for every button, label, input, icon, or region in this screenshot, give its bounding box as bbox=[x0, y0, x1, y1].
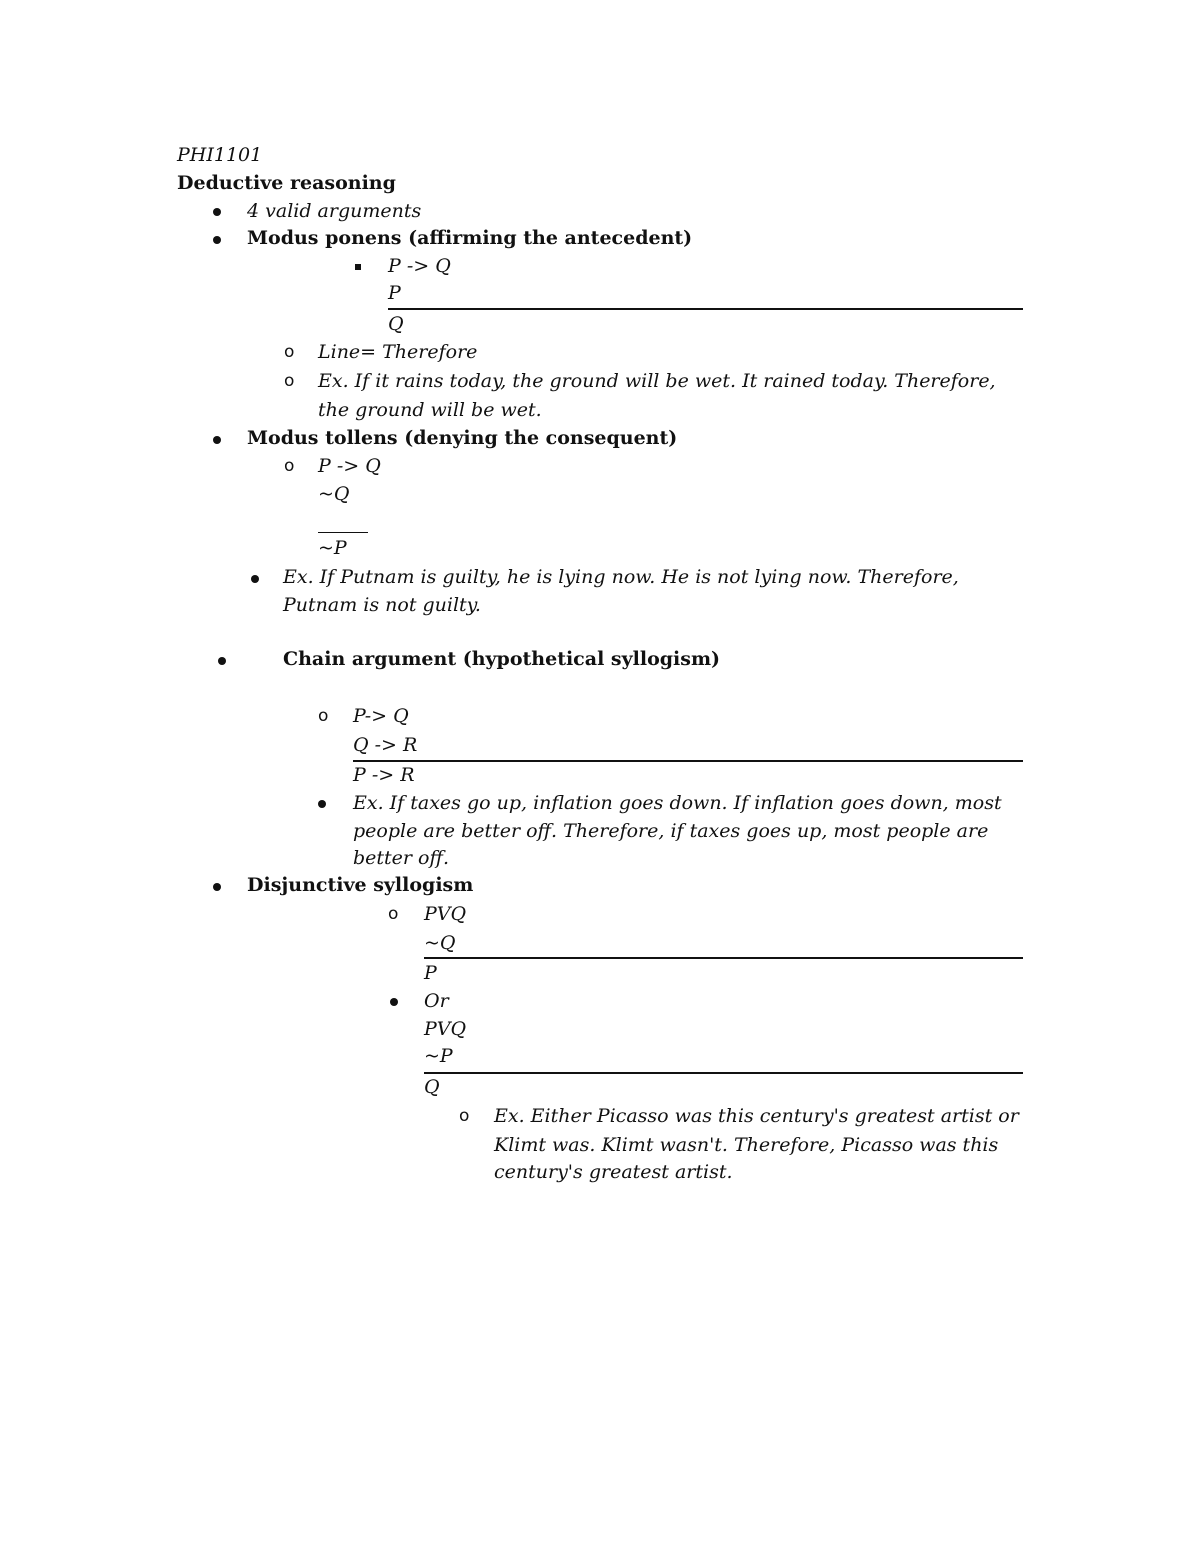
bullet-dot bbox=[213, 208, 221, 216]
mt-example-line-2: Putnam is not guilty. bbox=[283, 594, 481, 616]
bullet-dot bbox=[390, 998, 398, 1006]
chain-title: Chain argument (hypothetical syllogism) bbox=[283, 648, 721, 670]
chain-example-line-2: people are better off. Therefore, if taxes goes up, most people are bbox=[353, 820, 989, 842]
chain-conclusion: P -> R bbox=[353, 764, 415, 786]
mt-premise-2: ~Q bbox=[318, 483, 350, 505]
modus-ponens-title: Modus ponens (affirming the antecedent) bbox=[247, 227, 693, 249]
chain-premise-1: P-> Q bbox=[353, 705, 409, 727]
ds-form2-premise-2: ~P bbox=[424, 1045, 453, 1067]
bullet-dot bbox=[318, 800, 326, 808]
ds-form1-premise-2: ~Q bbox=[424, 932, 456, 954]
bullet-dot bbox=[218, 657, 226, 665]
therefore-line bbox=[388, 308, 1023, 310]
ds-example-line-1: Ex. Either Picasso was this century's greatest artist or bbox=[494, 1105, 1019, 1127]
mp-premise-2: P bbox=[388, 282, 401, 304]
bullet-circle: o bbox=[318, 706, 329, 726]
bullet-square bbox=[355, 264, 361, 270]
page-heading: Deductive reasoning bbox=[177, 172, 396, 194]
bullet-circle: o bbox=[284, 371, 295, 391]
chain-premise-2: Q -> R bbox=[353, 734, 418, 756]
mp-example-line-2: the ground will be wet. bbox=[318, 399, 542, 421]
ds-form2-conclusion: Q bbox=[424, 1076, 440, 1098]
course-code: PHI1101 bbox=[177, 144, 263, 166]
ds-example-line-2: Klimt was. Klimt wasn't. Therefore, Picasso was this bbox=[494, 1134, 999, 1156]
mt-premise-1: P -> Q bbox=[318, 455, 381, 477]
bullet-dot bbox=[213, 236, 221, 244]
therefore-line-short bbox=[318, 532, 368, 533]
mp-note: Line= Therefore bbox=[318, 341, 478, 363]
mp-example-line-1: Ex. If it rains today, the ground will be wet. It rained today. Therefore, bbox=[318, 370, 996, 392]
bullet-circle: o bbox=[459, 1106, 470, 1126]
ds-example-line-3: century's greatest artist. bbox=[494, 1161, 733, 1183]
ds-form2-premise-1: PVQ bbox=[424, 1018, 467, 1040]
bullet-dot bbox=[213, 883, 221, 891]
bullet-circle: o bbox=[388, 904, 399, 924]
mp-conclusion: Q bbox=[388, 313, 404, 335]
disjunctive-title: Disjunctive syllogism bbox=[247, 874, 474, 896]
bullet-dot bbox=[213, 436, 221, 444]
ds-or-label: Or bbox=[424, 990, 449, 1012]
modus-tollens-title: Modus tollens (denying the consequent) bbox=[247, 427, 678, 449]
mt-example-line-1: Ex. If Putnam is guilty, he is lying now. He is not lying now. Therefore, bbox=[283, 566, 959, 588]
chain-example-line-3: better off. bbox=[353, 847, 449, 869]
mp-premise-1: P -> Q bbox=[388, 255, 451, 277]
mt-conclusion: ~P bbox=[318, 537, 347, 559]
bullet-dot bbox=[251, 575, 259, 583]
bullet-circle: o bbox=[284, 456, 295, 476]
bullet-circle: o bbox=[284, 342, 295, 362]
ds-form1-conclusion: P bbox=[424, 962, 437, 984]
therefore-line bbox=[424, 1072, 1023, 1074]
chain-example-line-1: Ex. If taxes go up, inflation goes down. If inflation goes down, most bbox=[353, 792, 1002, 814]
overview-item: 4 valid arguments bbox=[247, 200, 422, 222]
ds-form1-premise-1: PVQ bbox=[424, 903, 467, 925]
therefore-line bbox=[353, 760, 1023, 762]
therefore-line bbox=[424, 957, 1023, 959]
